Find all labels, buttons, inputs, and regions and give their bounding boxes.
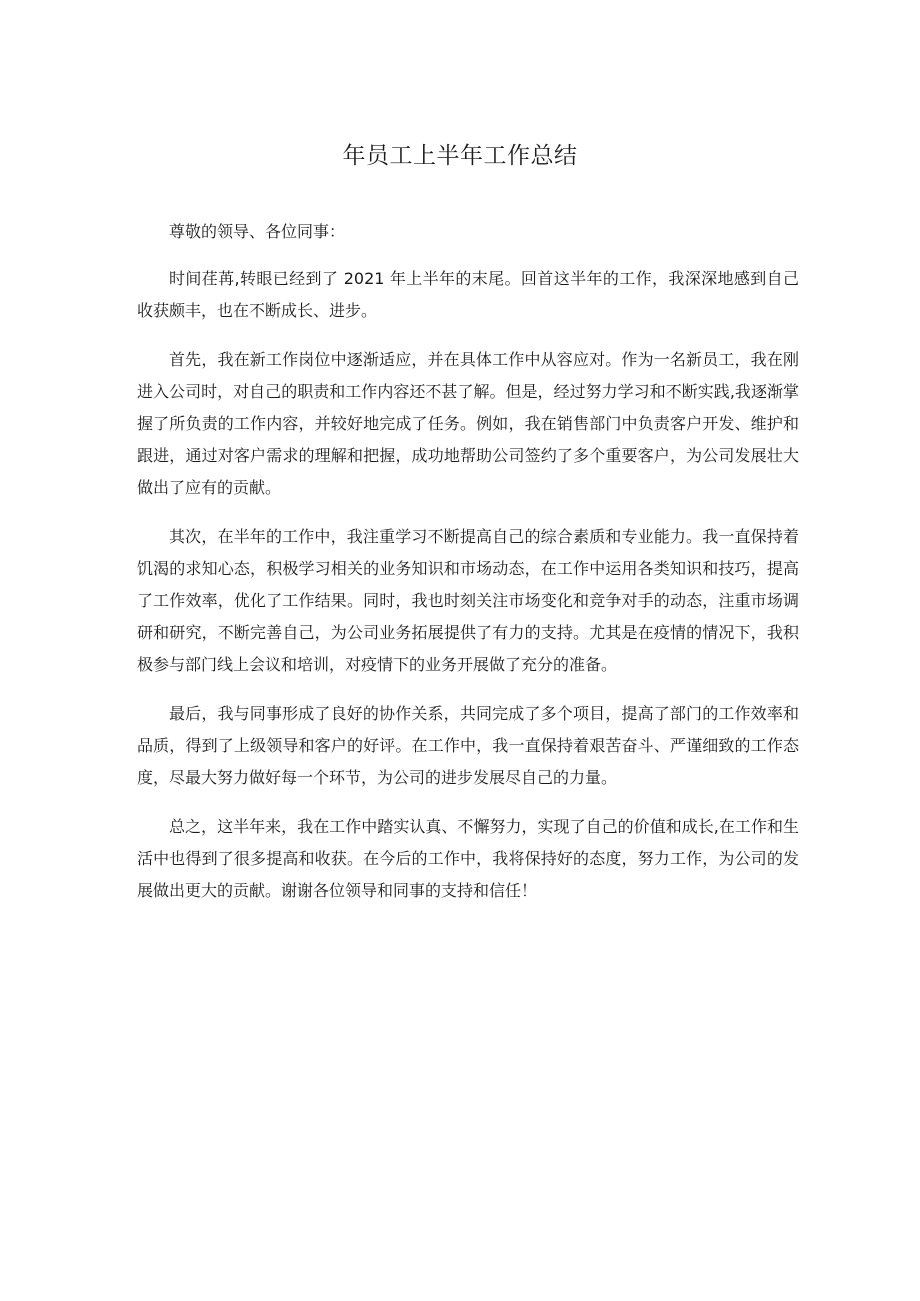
- paragraph-last: 最后，我与同事形成了良好的协作关系，共同完成了多个项目，提高了部门的工作效率和品质，得到了上级领导和客户的好评。在工作中，我一直保持着艰苦奋斗、严谨细致的工作态度，尽最大努力做好每一个环节，为公司的进步发展尽自己的力量。: [137, 704, 799, 787]
- document-title: 年员工上半年工作总结: [342, 143, 578, 169]
- document-body: [137, 219, 799, 924]
- paragraph-conclusion: 总之，这半年来，我在工作中踏实认真、不懈努力，实现了自己的价值和成长,在工作和生活中也得到了很多提高和收获。在今后的工作中，我将保持好的态度，努力工作，为公司的发展做出更大的贡献。谢谢各位领导和同事的支持和信任！: [137, 817, 799, 900]
- paragraph-first: 首先，我在新工作岗位中逐渐适应，并在具体工作中从容应对。作为一名新员工，我在刚进入公司时，对自己的职责和工作内容还不甚了解。但是，经过努力学习和不断实践,我逐渐掌握了所负责的工作内容，并较好地完成了任务。例如，我在销售部门中负责客户开发、维护和跟进，通过对客户需求的理解和把握，成功地帮助公司签约了多个重要客户，为公司发展壮大做出了应有的贡献。: [137, 350, 799, 497]
- paragraph-second: 其次，在半年的工作中，我注重学习不断提高自己的综合素质和专业能力。我一直保持着饥渴的求知心态，积极学习相关的业务知识和市场动态，在工作中运用各类知识和技巧，提高了工作效率，优化了工作结果。同时，我也时刻关注市场变化和竞争对手的动态，注重市场调研和研究，不断完善自己，为公司业务拓展提供了有力的支持。尤其是在疫情的情况下，我积极参与部门线上会议和培训，对疫情下的业务开展做了充分的准备。: [137, 527, 799, 674]
- greeting: 尊敬的领导、各位同事：: [169, 222, 346, 241]
- paragraph-intro: 时间荏苒,转眼已经到了 2021 年上半年的末尾。回首这半年的工作，我深深地感到自己收获颇丰，也在不断成长、进步。: [137, 269, 799, 320]
